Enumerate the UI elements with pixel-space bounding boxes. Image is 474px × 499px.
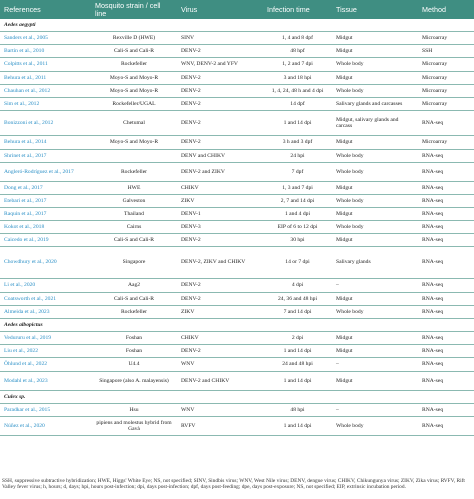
cell-reference[interactable]: Sanders et al., 2005 — [0, 32, 91, 45]
table-row — [0, 417, 474, 436]
section-row — [0, 19, 474, 32]
cell-reference[interactable]: Coatsworth et al., 2021 — [0, 293, 91, 306]
cell-infection-time: 24 hpi — [263, 150, 332, 163]
table-row — [0, 332, 474, 345]
cell-reference[interactable]: Caicedo et al., 2019 — [0, 234, 91, 247]
cell-tissue: Whole body — [332, 195, 418, 208]
cell-tissue: Midgut — [332, 293, 418, 306]
cell-tissue: Midgut — [332, 136, 418, 150]
cell-tissue: Midgut — [332, 182, 418, 195]
cell-virus: CHIKV — [177, 182, 263, 195]
cell-strain: pipiens and molestus hybrid from Gavà — [91, 417, 177, 436]
cell-infection-time: 1 and 4 dpi — [263, 208, 332, 221]
table-header — [0, 0, 474, 19]
cell-infection-time: 7 and 14 dpi — [263, 306, 332, 319]
cell-tissue: Midgut — [332, 72, 418, 85]
cell-tissue: Whole body — [332, 221, 418, 234]
section-row — [0, 319, 474, 332]
section-title: Aedes aegypti — [0, 19, 474, 32]
cell-reference[interactable]: Sim et al., 2012 — [0, 98, 91, 111]
cell-infection-time: 7 dpf — [263, 163, 332, 182]
cell-virus: DENV-2 — [177, 98, 263, 111]
cell-reference[interactable]: Behura et al., 2014 — [0, 136, 91, 150]
cell-method: RNA-seq — [418, 306, 474, 319]
cell-strain: Rockefeller — [91, 306, 177, 319]
table-row — [0, 234, 474, 247]
table-row — [0, 98, 474, 111]
cell-tissue: Whole body — [332, 58, 418, 72]
cell-tissue: Whole body — [332, 306, 418, 319]
cell-method: Microarray — [418, 58, 474, 72]
cell-method: RNA-seq — [418, 279, 474, 293]
table-row — [0, 45, 474, 58]
cell-virus: DENV-2 — [177, 136, 263, 150]
table-row — [0, 111, 474, 136]
cell-tissue: Salivary glands and carcasses — [332, 98, 418, 111]
cell-virus: DENV-2 — [177, 72, 263, 85]
cell-virus: ZIKV — [177, 306, 263, 319]
cell-virus: DENV-2 and ZIKV — [177, 163, 263, 182]
cell-virus: DENV-2 and CHIKV — [177, 372, 263, 391]
cell-tissue: Midgut — [332, 372, 418, 391]
cell-reference[interactable]: Núñez et al., 2020 — [0, 417, 91, 436]
cell-strain: Thailand — [91, 208, 177, 221]
cell-strain: Cairns — [91, 221, 177, 234]
cell-strain: Chetumal — [91, 111, 177, 136]
cell-strain: Rockefeller — [91, 58, 177, 72]
table-row — [0, 85, 474, 98]
cell-tissue: Midgut — [332, 345, 418, 358]
cell-virus: DENV-2, ZIKV and CHIKV — [177, 247, 263, 279]
cell-method: RNA-seq — [418, 111, 474, 136]
cell-reference[interactable]: Almeida et al., 2023 — [0, 306, 91, 319]
cell-virus: WNV, DENV-2 and YFV — [177, 58, 263, 72]
cell-infection-time: 3 h and 3 dpf — [263, 136, 332, 150]
header-virus: Virus — [177, 0, 263, 19]
table-row — [0, 72, 474, 85]
table-row — [0, 404, 474, 417]
cell-method: RNA-seq — [418, 404, 474, 417]
cell-reference[interactable]: Chowdhury et al., 2020 — [0, 247, 91, 279]
cell-virus: DENV-3 — [177, 221, 263, 234]
cell-reference[interactable]: Chauhan et al., 2012 — [0, 85, 91, 98]
cell-strain: Cali-S and Cali-R — [91, 234, 177, 247]
cell-strain: Foshan — [91, 345, 177, 358]
cell-tissue: Midgut — [332, 332, 418, 345]
cell-strain: Rockefeller — [91, 163, 177, 182]
cell-infection-time: 1 and 14 dpi — [263, 111, 332, 136]
table-body — [0, 19, 474, 436]
cell-virus: RVFV — [177, 417, 263, 436]
cell-method: Microarray — [418, 32, 474, 45]
cell-tissue: – — [332, 404, 418, 417]
cell-virus: WNV — [177, 404, 263, 417]
cell-reference[interactable]: Bartin et al., 2010 — [0, 45, 91, 58]
cell-reference[interactable]: Shrinet et al., 2017 — [0, 150, 91, 163]
table-row — [0, 208, 474, 221]
cell-strain: Moyo-S and Moyo-R — [91, 136, 177, 150]
cell-infection-time: 2, 7 and 14 dpi — [263, 195, 332, 208]
cell-tissue: Salivary glands — [332, 247, 418, 279]
cell-virus: DENV-2 — [177, 234, 263, 247]
cell-method: RNA-seq — [418, 221, 474, 234]
cell-reference[interactable]: Paradkar et al., 2015 — [0, 404, 91, 417]
cell-strain: Moyo-S and Moyo-R — [91, 72, 177, 85]
cell-strain: Moyo-S and Moyo-R — [91, 85, 177, 98]
cell-virus: DENV-2 — [177, 293, 263, 306]
header-row — [0, 0, 474, 19]
cell-method: RNA-seq — [418, 417, 474, 436]
cell-strain: Singapore — [91, 247, 177, 279]
cell-virus: DENV-2 — [177, 111, 263, 136]
cell-tissue: – — [332, 279, 418, 293]
table-row — [0, 136, 474, 150]
cell-method: Microarray — [418, 72, 474, 85]
cell-reference[interactable]: Kokot et al., 2018 — [0, 221, 91, 234]
cell-infection-time: EIP of 6 to 12 dpi — [263, 221, 332, 234]
cell-method: Microarray — [418, 85, 474, 98]
cell-reference[interactable]: Liu et al., 2022 — [0, 345, 91, 358]
table-row — [0, 150, 474, 163]
header-tissue: Tissue — [332, 0, 418, 19]
table-row — [0, 358, 474, 372]
cell-strain: Cali-S and Cali-R — [91, 45, 177, 58]
header-references: References — [0, 0, 91, 19]
cell-infection-time: 14 dpf — [263, 98, 332, 111]
cell-strain: HWE — [91, 182, 177, 195]
footnote: SSH, suppressive subtractive hybridization; HWE, Higgs' White Eye; NS, not specified; SINV, Sindbis virus; WNV, West Nile virus; DENV, dengue virus; CHIKV, Chikungunya virus; ZIKV, Zika virus; RVFV, Rift Valley fever virus; h, hours; d, days; hpi, hours post-infection; dpi, days post-infection; dpf, days post-feeding; dpe, days post-exposure; NS, not specified; EIP, extrinsic incubation period. — [2, 478, 465, 491]
cell-method: RNA-seq — [418, 163, 474, 182]
cell-tissue: Whole body — [332, 150, 418, 163]
cell-virus: DENV and CHIKV — [177, 150, 263, 163]
cell-virus: WNV — [177, 358, 263, 372]
cell-infection-time: 24, 36 and 48 hpi — [263, 293, 332, 306]
cell-method: Microarray — [418, 98, 474, 111]
section-title: Culex sp. — [0, 391, 474, 404]
cell-virus: SINV — [177, 32, 263, 45]
cell-strain: Galveston — [91, 195, 177, 208]
cell-infection-time: 1, 2 and 7 dpi — [263, 58, 332, 72]
cell-tissue: – — [332, 358, 418, 372]
cell-infection-time: 2 dpi — [263, 332, 332, 345]
cell-reference[interactable]: Behura et al., 2011 — [0, 72, 91, 85]
cell-infection-time: 3 and 18 hpi — [263, 72, 332, 85]
cell-strain: Hsu — [91, 404, 177, 417]
cell-infection-time: 14 or 7 dpi — [263, 247, 332, 279]
cell-method: SSH — [418, 45, 474, 58]
cell-reference[interactable]: Modahl et al., 2023 — [0, 372, 91, 391]
cell-virus: DENV-2 — [177, 345, 263, 358]
cell-method: RNA-seq — [418, 345, 474, 358]
table-row — [0, 279, 474, 293]
table-row — [0, 306, 474, 319]
cell-infection-time: 1 and 14 dpi — [263, 345, 332, 358]
cell-method: RNA-seq — [418, 182, 474, 195]
cell-infection-time: 48 hpf — [263, 45, 332, 58]
header-mosquito-strain: Mosquito strain / cell line — [91, 0, 177, 19]
cell-strain — [91, 150, 177, 163]
cell-reference[interactable]: Öhlund et al., 2022 — [0, 358, 91, 372]
cell-tissue: Midgut, salivary glands and carcass — [332, 111, 418, 136]
table-row — [0, 195, 474, 208]
cell-virus: DENV-2 — [177, 85, 263, 98]
cell-virus: DENV-2 — [177, 279, 263, 293]
cell-strain: Foshan — [91, 332, 177, 345]
cell-method: RNA-seq — [418, 150, 474, 163]
cell-virus: DENV-1 — [177, 208, 263, 221]
cell-method: Microarray — [418, 136, 474, 150]
section-title: Aedes albopictus — [0, 319, 474, 332]
table-row — [0, 372, 474, 391]
cell-infection-time: 48 hpi — [263, 404, 332, 417]
cell-method: RNA-seq — [418, 332, 474, 345]
cell-reference[interactable]: Etebari et al., 2017 — [0, 195, 91, 208]
cell-reference[interactable]: Raquin et al., 2017 — [0, 208, 91, 221]
cell-tissue: Whole body — [332, 85, 418, 98]
cell-method: RNA-seq — [418, 293, 474, 306]
cell-method: RNA-seq — [418, 372, 474, 391]
cell-reference[interactable]: Bonizzoni et al., 2012 — [0, 111, 91, 136]
table-row — [0, 58, 474, 72]
cell-tissue: Midgut — [332, 45, 418, 58]
table-row — [0, 345, 474, 358]
cell-infection-time: 4 dpi — [263, 279, 332, 293]
cell-virus: CHIKV — [177, 332, 263, 345]
cell-tissue: Whole body — [332, 163, 418, 182]
cell-virus: DENV-2 — [177, 45, 263, 58]
table-row — [0, 247, 474, 279]
cell-tissue: Midgut — [332, 32, 418, 45]
table-row — [0, 182, 474, 195]
cell-reference[interactable]: Dong et al., 2017 — [0, 182, 91, 195]
cell-infection-time: 1, 4, 24, 48 h and 4 dpi — [263, 85, 332, 98]
cell-reference[interactable]: Colpitts et al., 2011 — [0, 58, 91, 72]
cell-tissue: Midgut — [332, 234, 418, 247]
cell-method: RNA-seq — [418, 234, 474, 247]
cell-infection-time: 1 and 14 dpi — [263, 372, 332, 391]
table-row — [0, 293, 474, 306]
cell-reference[interactable]: Angleró-Rodríguez et al., 2017 — [0, 163, 91, 182]
cell-strain: Cali-S and Cali-R — [91, 293, 177, 306]
cell-reference[interactable]: Li et al., 2020 — [0, 279, 91, 293]
cell-infection-time: 1 and 14 dpi — [263, 417, 332, 436]
cell-virus: ZIKV — [177, 195, 263, 208]
cell-tissue: Midgut — [332, 208, 418, 221]
cell-tissue: Whole body — [332, 417, 418, 436]
cell-strain: Singapore (also A. malayensis) — [91, 372, 177, 391]
cell-method: RNA-seq — [418, 247, 474, 279]
cell-infection-time: 1, 3 and 7 dpi — [263, 182, 332, 195]
cell-infection-time: 24 and 48 hpi — [263, 358, 332, 372]
header-method: Method — [418, 0, 474, 19]
table-row — [0, 32, 474, 45]
cell-infection-time: 1, 4 and 8 dpf — [263, 32, 332, 45]
header-infection-time: Infection time — [263, 0, 332, 19]
cell-method: RNA-seq — [418, 358, 474, 372]
cell-strain: U4.4 — [91, 358, 177, 372]
section-row — [0, 391, 474, 404]
cell-strain: Rockefeller/UGAL — [91, 98, 177, 111]
table-row — [0, 163, 474, 182]
cell-method: RNA-seq — [418, 208, 474, 221]
cell-infection-time: 30 hpi — [263, 234, 332, 247]
table-row — [0, 221, 474, 234]
cell-strain: Aag2 — [91, 279, 177, 293]
cell-strain: Rexville D (HWE) — [91, 32, 177, 45]
cell-method: RNA-seq — [418, 195, 474, 208]
cell-reference[interactable]: Vedururu et al., 2019 — [0, 332, 91, 345]
